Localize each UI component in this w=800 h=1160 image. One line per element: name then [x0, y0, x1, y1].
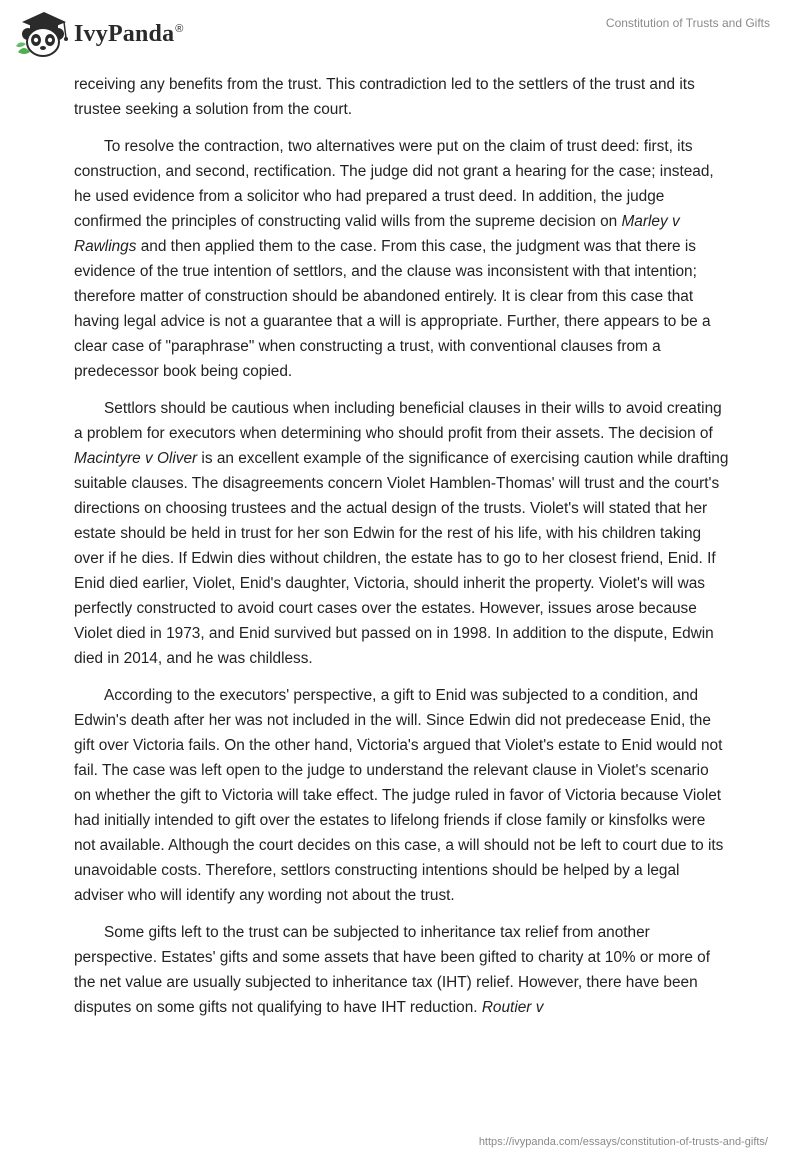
page-header	[0, 0, 800, 68]
case-citation: Macintyre v Oliver	[74, 450, 198, 467]
essay-body	[74, 72, 730, 1032]
paragraph-text: Some gifts left to the trust can be subjected to inheritance tax relief from another perspective. Estates' gifts and some assets that have been gifted to charity at 10% or more of the net value are usually subjected to inheritance tax (IHT) relief. However, there have been disputes on some gifts not qualifying to have IHT reduction.	[74, 924, 711, 1016]
source-url[interactable]: https://ivypanda.com/essays/constitution-of-trusts-and-gifts/	[478, 1136, 768, 1148]
paragraph	[74, 134, 730, 384]
paragraph-text: and then applied them to the case. From this case, the judgment was that there is evidence of the true intention of settlors, and the clause was inconsistent with that intention; therefore matter of construction should be abandoned entirely. It is clear from this case that having legal advice is not a guarantee that a will is appropriate. Further, there appears to be a clear case of "paraphrase" when constructing a trust, with conventional clauses from a predecessor book being copied.	[74, 238, 711, 380]
paragraph	[74, 683, 730, 908]
paragraph-text: receiving any benefits from the trust. This contradiction led to the settlers of the trust and its trustee seeking a solution from the court.	[74, 76, 695, 118]
paragraph	[74, 920, 730, 1020]
paragraph-text: is an excellent example of the significance of exercising caution while drafting suitable clauses. The disagreements concern Violet Hamblen-Thomas' will trust and the court's directions on choosing trustees and the actual design of the trusts. Violet's will stated that her estate should be held in trust for her son Edwin for the rest of his life, with his children taking over if he dies. If Edwin dies without children, the estate has to go to her closest friend, Enid. If Enid died earlier, Violet, Enid's daughter, Victoria, should inherit the property. Violet's will was perfectly constructed to avoid court cases over the estates. However, issues arose because Violet died in 1973, and Enid survived but passed on in 1998. In addition to the dispute, Edwin died in 2014, and he was childless.	[74, 450, 729, 667]
ivypanda-logo[interactable]	[14, 8, 184, 60]
paragraph	[74, 72, 730, 122]
brand-name: IvyPanda®	[74, 20, 184, 47]
paragraph-text: According to the executors' perspective, a gift to Enid was subjected to a condition, and Edwin's death after her was not included in the will. Since Edwin did not predecease Enid, the gift over Victoria fails. On the other hand, Victoria's argued that Violet's estate to Enid would not fail. The case was left open to the judge to understand the relevant clause in Violet's scenario on whether the gift to Victoria will take effect. The judge ruled in favor of Victoria because Violet had initially intended to gift over the estates to lifelong friends if close family or kinsfolks were not available. Although the court decides on this case, a will should not be left to court due to its unavoidable costs. Therefore, settlors constructing intentions should be helped by a legal adviser who will identify any wording not about the trust.	[74, 687, 724, 904]
paragraph	[74, 396, 730, 671]
document-title: Constitution of Trusts and Gifts	[605, 16, 770, 30]
case-citation: Marley v Rawlings	[74, 213, 680, 255]
case-citation: Routier v	[481, 999, 544, 1016]
paragraph-text: Settlors should be cautious when including beneficial clauses in their wills to avoid creating a problem for executors when determining who should profit from their assets. The decision of	[74, 400, 722, 442]
panda-graduate-icon	[14, 8, 70, 60]
paragraph-text: To resolve the contraction, two alternatives were put on the claim of trust deed: first, its construction, and second, rectification. The judge did not grant a hearing for the case; instead, he used evidence from a solicitor who had prepared a trust deed. In addition, the judge confirmed the principles of constructing valid wills from the supreme decision on	[74, 138, 714, 230]
